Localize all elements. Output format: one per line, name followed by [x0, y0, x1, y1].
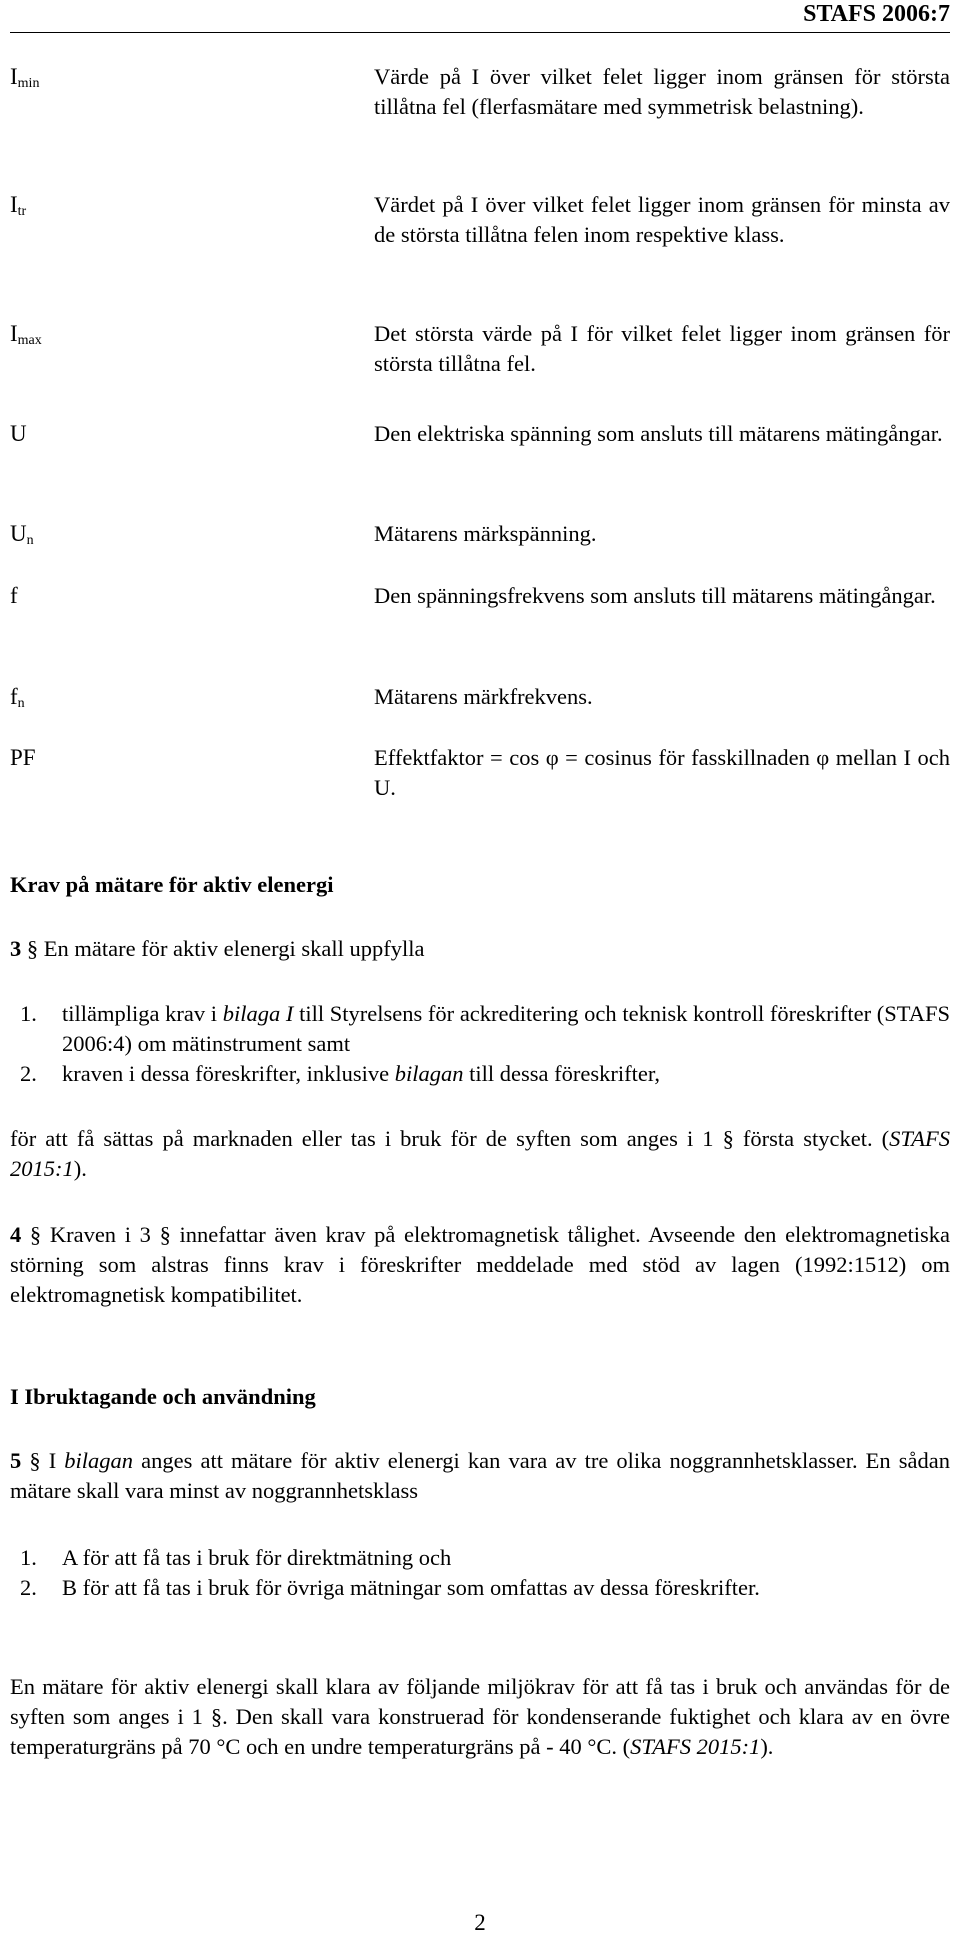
paragraph-sign: §	[26, 936, 39, 961]
definition-text: Mätarens märkspänning.	[374, 521, 597, 546]
list-item: 1. tillämpliga krav i bilaga I till Styrelsens för ackreditering och teknisk kontroll föreskrifter (STAFS 2006:4) om mätinstrument samt	[20, 1001, 950, 1056]
definition-symbol: $f_n$	[10, 684, 25, 711]
definition-text: Värde på I över vilket felet ligger inom gränsen för största tillåtna fel (flerfasmätare med symmetrisk belastning).	[374, 64, 950, 119]
paragraph-4	[10, 1220, 950, 1310]
list-item: 1. A för att få tas i bruk för direktmätning och	[20, 1543, 950, 1573]
definition-text: Den spänningsfrekvens som ansluts till mätarens mätingångar.	[374, 583, 936, 608]
definition-text: Värdet på I över vilket felet ligger inom gränsen för minsta av de största tillåtna felen inom respektive klass.	[374, 192, 950, 247]
section-heading: I Ibruktagande och användning	[10, 1384, 316, 1409]
definition-symbol: $U_n$	[10, 521, 34, 548]
section-number: 3	[10, 936, 22, 961]
list-number: 2.	[20, 1061, 37, 1086]
section-heading: Krav på mätare för aktiv elenergi	[10, 872, 334, 897]
section-number: 4	[10, 1222, 22, 1247]
reference-stafs: STAFS 2015:1	[630, 1734, 761, 1759]
paragraph-text: En mätare för aktiv elenergi skall uppfylla	[43, 936, 425, 961]
list-number: 2.	[20, 1575, 37, 1600]
definition-text: Mätarens märkfrekvens.	[374, 684, 593, 709]
paragraph-5: 5 § I bilagan anges att mätare för aktiv elenergi kan vara av tre olika noggrannhetsklasser. En sådan mätare skall vara minst av noggrannhetsklass	[10, 1448, 950, 1503]
list-item: 2. B för att få tas i bruk för övriga mätningar som omfattas av dessa föreskrifter.	[20, 1573, 950, 1603]
paragraph-continuation: för att få sättas på marknaden eller tas i bruk för de syften som anges i 1 § första stycket. (STAFS 2015:1).	[10, 1126, 950, 1181]
list-number: 1.	[20, 1545, 37, 1570]
reference-bilagan: bilagan	[394, 1061, 464, 1086]
definition-symbol: U	[10, 421, 27, 446]
reference-stafs: STAFS 2015:1	[10, 1126, 950, 1181]
list-item: 2. kraven i dessa föreskrifter, inklusive bilagan till dessa föreskrifter,	[20, 1059, 950, 1089]
accuracy-class-list	[20, 1543, 950, 1603]
definition-symbol: $I_{tr}$	[10, 192, 27, 219]
document-page	[10, 0, 950, 1954]
paragraph-sign: §	[29, 1448, 41, 1473]
definition-symbol: PF	[10, 745, 36, 770]
reference-bilagan: bilagan	[64, 1448, 134, 1473]
requirements-list	[20, 999, 950, 1089]
definition-symbol: f	[10, 583, 18, 608]
paragraph-text: Kraven i 3 § innefattar även krav på elektromagnetisk tålighet. Avseende den elektromagnetiska störning som alstras finns krav i föreskrifter meddelade med stöd av lagen (1992:1512) om elektromagnetisk kompatibilitet.	[10, 1222, 951, 1307]
paragraph-3	[10, 934, 950, 964]
paragraph-sign: §	[29, 1222, 42, 1247]
document-id: STAFS 2006:7	[803, 1, 950, 27]
section-number: 5	[10, 1448, 22, 1473]
reference-bilaga-i: bilaga I	[222, 1001, 294, 1026]
page-number: 2	[474, 1910, 486, 1935]
definition-text: Den elektriska spänning som ansluts till mätarens mätingångar.	[374, 421, 943, 446]
definition-text: Effektfaktor = cos φ = cosinus för fasskillnaden φ mellan I och U.	[374, 745, 950, 800]
paragraph-environment: En mätare för aktiv elenergi skall klara av följande miljökrav för att få tas i bruk och användas för de syften som anges i 1 §. Den skall vara konstruerad för kondenserande fuktighet och klara av en övre temperaturgräns på 70 °C och en undre temperaturgräns på - 40 °C. (STAFS 2015:1).	[10, 1674, 950, 1759]
definition-symbol: $I_{min}$	[10, 64, 40, 91]
definition-symbol: $I_{max}$	[10, 321, 42, 348]
definition-text: Det största värde på I för vilket felet ligger inom gränsen för största tillåtna fel.	[374, 321, 950, 376]
list-number: 1.	[20, 1001, 37, 1026]
page-header	[10, 0, 950, 33]
